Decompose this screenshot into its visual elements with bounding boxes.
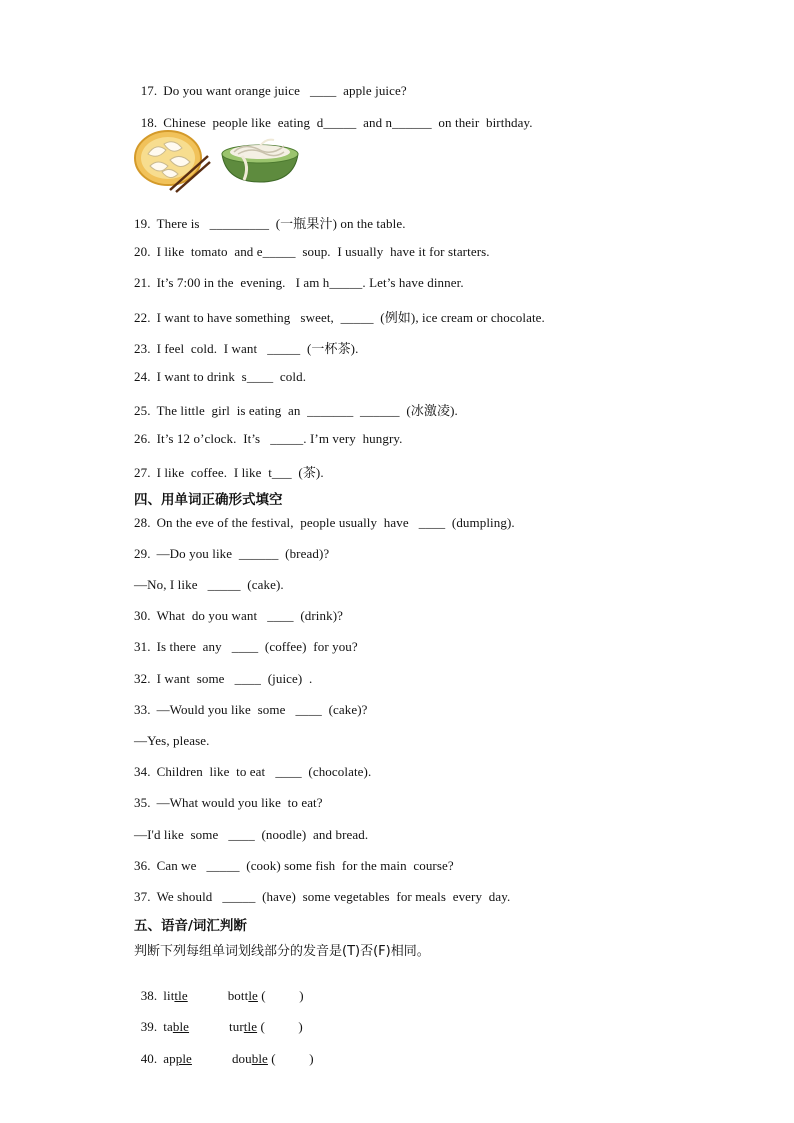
question-21: [134, 275, 464, 291]
noodles-picture: [220, 136, 300, 191]
word-2: [229, 1019, 257, 1034]
question-number: 19.: [134, 216, 151, 231]
answer-bracket[interactable]: ( ): [260, 1019, 303, 1034]
question-text: Do you want orange juice ____ apple juice?: [163, 83, 407, 98]
word-2: [232, 1051, 268, 1066]
question-number: 26.: [134, 431, 151, 446]
question-text: On the eve of the festival, people usually have ____ (dumpling).: [156, 515, 515, 530]
question-text: I want to have something sweet, _____ (例如), ice cream or chocolate.: [156, 310, 545, 325]
question-text: There is _________ (一瓶果汁) on the table.: [156, 216, 406, 231]
question-text: It’s 12 o’clock. It’s _____. I’m very hungry.: [156, 431, 403, 446]
noodles-icon: [220, 136, 300, 186]
word-stem: tur: [229, 1019, 244, 1034]
question-text: I feel cold. I want _____ (一杯茶).: [156, 341, 359, 356]
question-29: [134, 546, 329, 562]
question-number: 33.: [134, 702, 151, 717]
question-32: [134, 671, 312, 687]
underlined-part: ple: [175, 1051, 192, 1066]
word-stem: lit: [163, 988, 175, 1003]
question-17: [134, 67, 407, 99]
question-number: 21.: [134, 275, 151, 290]
underlined-part: ble: [251, 1051, 268, 1066]
question-38: [134, 972, 304, 1004]
question-text: I like tomato and e_____ soup. I usually have it for starters.: [156, 244, 490, 259]
question-36: [134, 858, 454, 874]
question-number: 27.: [134, 465, 151, 480]
question-number: 24.: [134, 369, 151, 384]
word-stem: bott: [227, 988, 249, 1003]
question-number: 20.: [134, 244, 151, 259]
question-30: [134, 608, 343, 624]
underlined-part: tle: [174, 988, 188, 1003]
question-18: [134, 99, 533, 131]
question-37: [134, 889, 510, 905]
question-number: 23.: [134, 341, 151, 356]
question-35: [134, 795, 323, 811]
word-2: [228, 988, 258, 1003]
question-text: Children like to eat ____ (chocolate).: [156, 764, 372, 779]
question-text: I like coffee. I like t___ (茶).: [156, 465, 324, 480]
section-4-heading: 四、用单词正确形式填空: [134, 492, 283, 508]
question-number: 28.: [134, 515, 151, 530]
question-24: [134, 369, 306, 385]
question-text: Is there any ____ (coffee) for you?: [156, 639, 358, 654]
question-31: [134, 639, 358, 655]
question-number: 32.: [134, 671, 151, 686]
question-number: 39.: [140, 1019, 158, 1034]
question-number: 25.: [134, 403, 151, 418]
section-5-instruction: 判断下列每组单词划线部分的发音是(T)否(F)相同。: [134, 944, 430, 959]
question-22: [134, 307, 545, 326]
underlined-part: ble: [172, 1019, 190, 1034]
question-number: 34.: [134, 764, 151, 779]
question-39: [134, 1003, 303, 1035]
question-number: 40.: [140, 1051, 158, 1066]
question-text: We should _____ (have) some vegetables for meals every day.: [156, 889, 511, 904]
word-stem: ta: [163, 1019, 173, 1034]
answer-bracket[interactable]: ( ): [271, 1051, 314, 1066]
question-number: 18.: [140, 115, 158, 130]
question-34: [134, 764, 371, 780]
question-text: Chinese people like eating d_____ and n______ on their birthday.: [163, 115, 533, 130]
word-stem: dou: [231, 1051, 252, 1066]
word-stem: ap: [163, 1051, 176, 1066]
question-text: I want to drink s____ cold.: [156, 369, 307, 384]
question-text: What do you want ____ (drink)?: [156, 608, 344, 623]
question-text: —No, I like _____ (cake).: [134, 577, 284, 592]
question-35-reply: [134, 827, 368, 843]
question-number: 35.: [134, 795, 151, 810]
question-23: [134, 338, 358, 357]
question-25: [134, 400, 458, 419]
underlined-part: le: [248, 988, 258, 1003]
word-1: [163, 1019, 189, 1034]
question-text: —Yes, please.: [134, 733, 210, 748]
question-33: [134, 702, 368, 718]
word-1: [163, 1051, 192, 1066]
question-number: 38.: [140, 988, 158, 1003]
question-text: —Would you like some ____ (cake)?: [156, 702, 368, 717]
underlined-part: tle: [243, 1019, 258, 1034]
question-text: I want some ____ (juice) .: [156, 671, 313, 686]
question-text: Can we _____ (cook) some fish for the main course?: [156, 858, 454, 873]
question-29-reply: [134, 577, 284, 593]
question-27: [134, 462, 324, 481]
question-33-reply: [134, 733, 209, 749]
question-text: It’s 7:00 in the evening. I am h_____. Let’s have dinner.: [156, 275, 464, 290]
question-40: [134, 1035, 314, 1067]
question-19: [134, 213, 406, 232]
word-1: [163, 988, 187, 1003]
answer-bracket[interactable]: ( ): [261, 988, 304, 1003]
question-text: —Do you like ______ (bread)?: [156, 546, 330, 561]
question-20: [134, 244, 490, 260]
question-number: 29.: [134, 546, 151, 561]
question-26: [134, 431, 403, 447]
question-number: 17.: [140, 83, 158, 98]
question-28: [134, 515, 515, 531]
section-5-heading: 五、语音/词汇判断: [134, 918, 247, 934]
question-number: 31.: [134, 639, 151, 654]
question-number: 36.: [134, 858, 151, 873]
question-text: —I'd like some ____ (noodle) and bread.: [134, 827, 369, 842]
question-number: 22.: [134, 310, 151, 325]
question-text: The little girl is eating an _______ ______ (冰激凌).: [156, 403, 458, 418]
question-number: 30.: [134, 608, 151, 623]
question-number: 37.: [134, 889, 151, 904]
question-text: —What would you like to eat?: [156, 795, 323, 810]
